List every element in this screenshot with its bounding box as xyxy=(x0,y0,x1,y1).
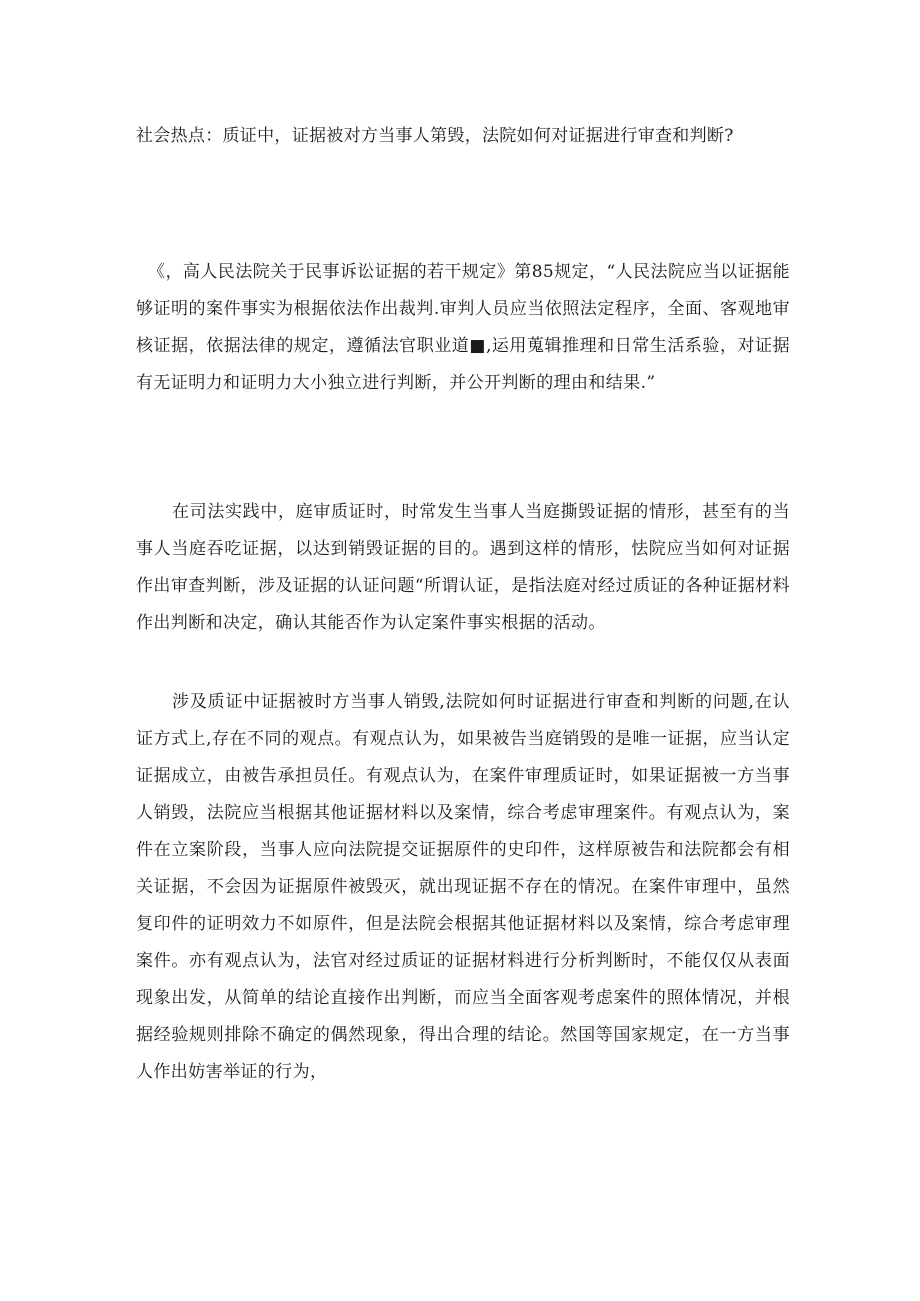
paragraph-regulation-quote: 《，高人民法院关于民事诉讼证据的若干规定》第85规定，“人民法院应当以证据能够证明的案件事实为根据依法作出裁判.审判人员应当依照法定程序，全面、客观地审核证据，依据法律的规定，遵循法官职业道■,运用蒐辑推理和日常生活系验，对证据有无证明力和证明力大小独立进行判断，并公开判断的理由和结果.” xyxy=(136,262,790,393)
paragraph-block xyxy=(136,254,790,402)
paragraph-block xyxy=(136,684,790,1091)
paragraph-judicial-practice: 在司法实践中，庭审质证时，时常发生当事人当庭撕毁证据的情形，甚至有的当事人当庭吞吃证据，以达到销毁证据的目的。遇到这样的情形，怯院应当如何对证据作出审查判断，涉及证据的认证问题“所谓认证，是指法庭对经过质证的各种证据材料作出判断和决定，确认其能否作为认定案件事实根据的活动。 xyxy=(136,502,790,633)
paragraph-block xyxy=(136,494,790,642)
paragraph-viewpoints: 涉及质证中证据被时方当事人销毁,法院如何时证据进行审查和判断的问题,在认证方式上,存在不同的观点。有观点认为，如果被告当庭销毁的是唯一证据，应当认定证据成立，由被告承担员任。有观点认为，在案件审理质证时，如果证据被一方当事人销毁，法院应当根据其他证据材料以及案情，综合考虑审理案件。有观点认为，案件在立案阶段，当事人应向法院提交证据原件的史印件，这样原被告和法院都会有相关证据，不会因为证据原件被毁灭，就出现证据不存在的情况。在案件审理中，虽然复印件的证明效力不如原件，但是法院会根据其他证据材料以及案情，综合考虑审理案件。亦有观点认为，法官对经过质证的证据材料进行分析判断时，不能仅仅从表面现象出发，从简单的结论直接作出判断，而应当全面客观考虑案件的照体情况，并根据经验规则排除不确定的偶然现象，得出合理的结论。然国等国家规定，在一方当事人作出妨害举证的行为， xyxy=(136,692,790,1082)
document-title: 社会热点：质证中，证据被对方当事人第毁，法院如何对证据进行审查和判断? xyxy=(136,126,734,146)
